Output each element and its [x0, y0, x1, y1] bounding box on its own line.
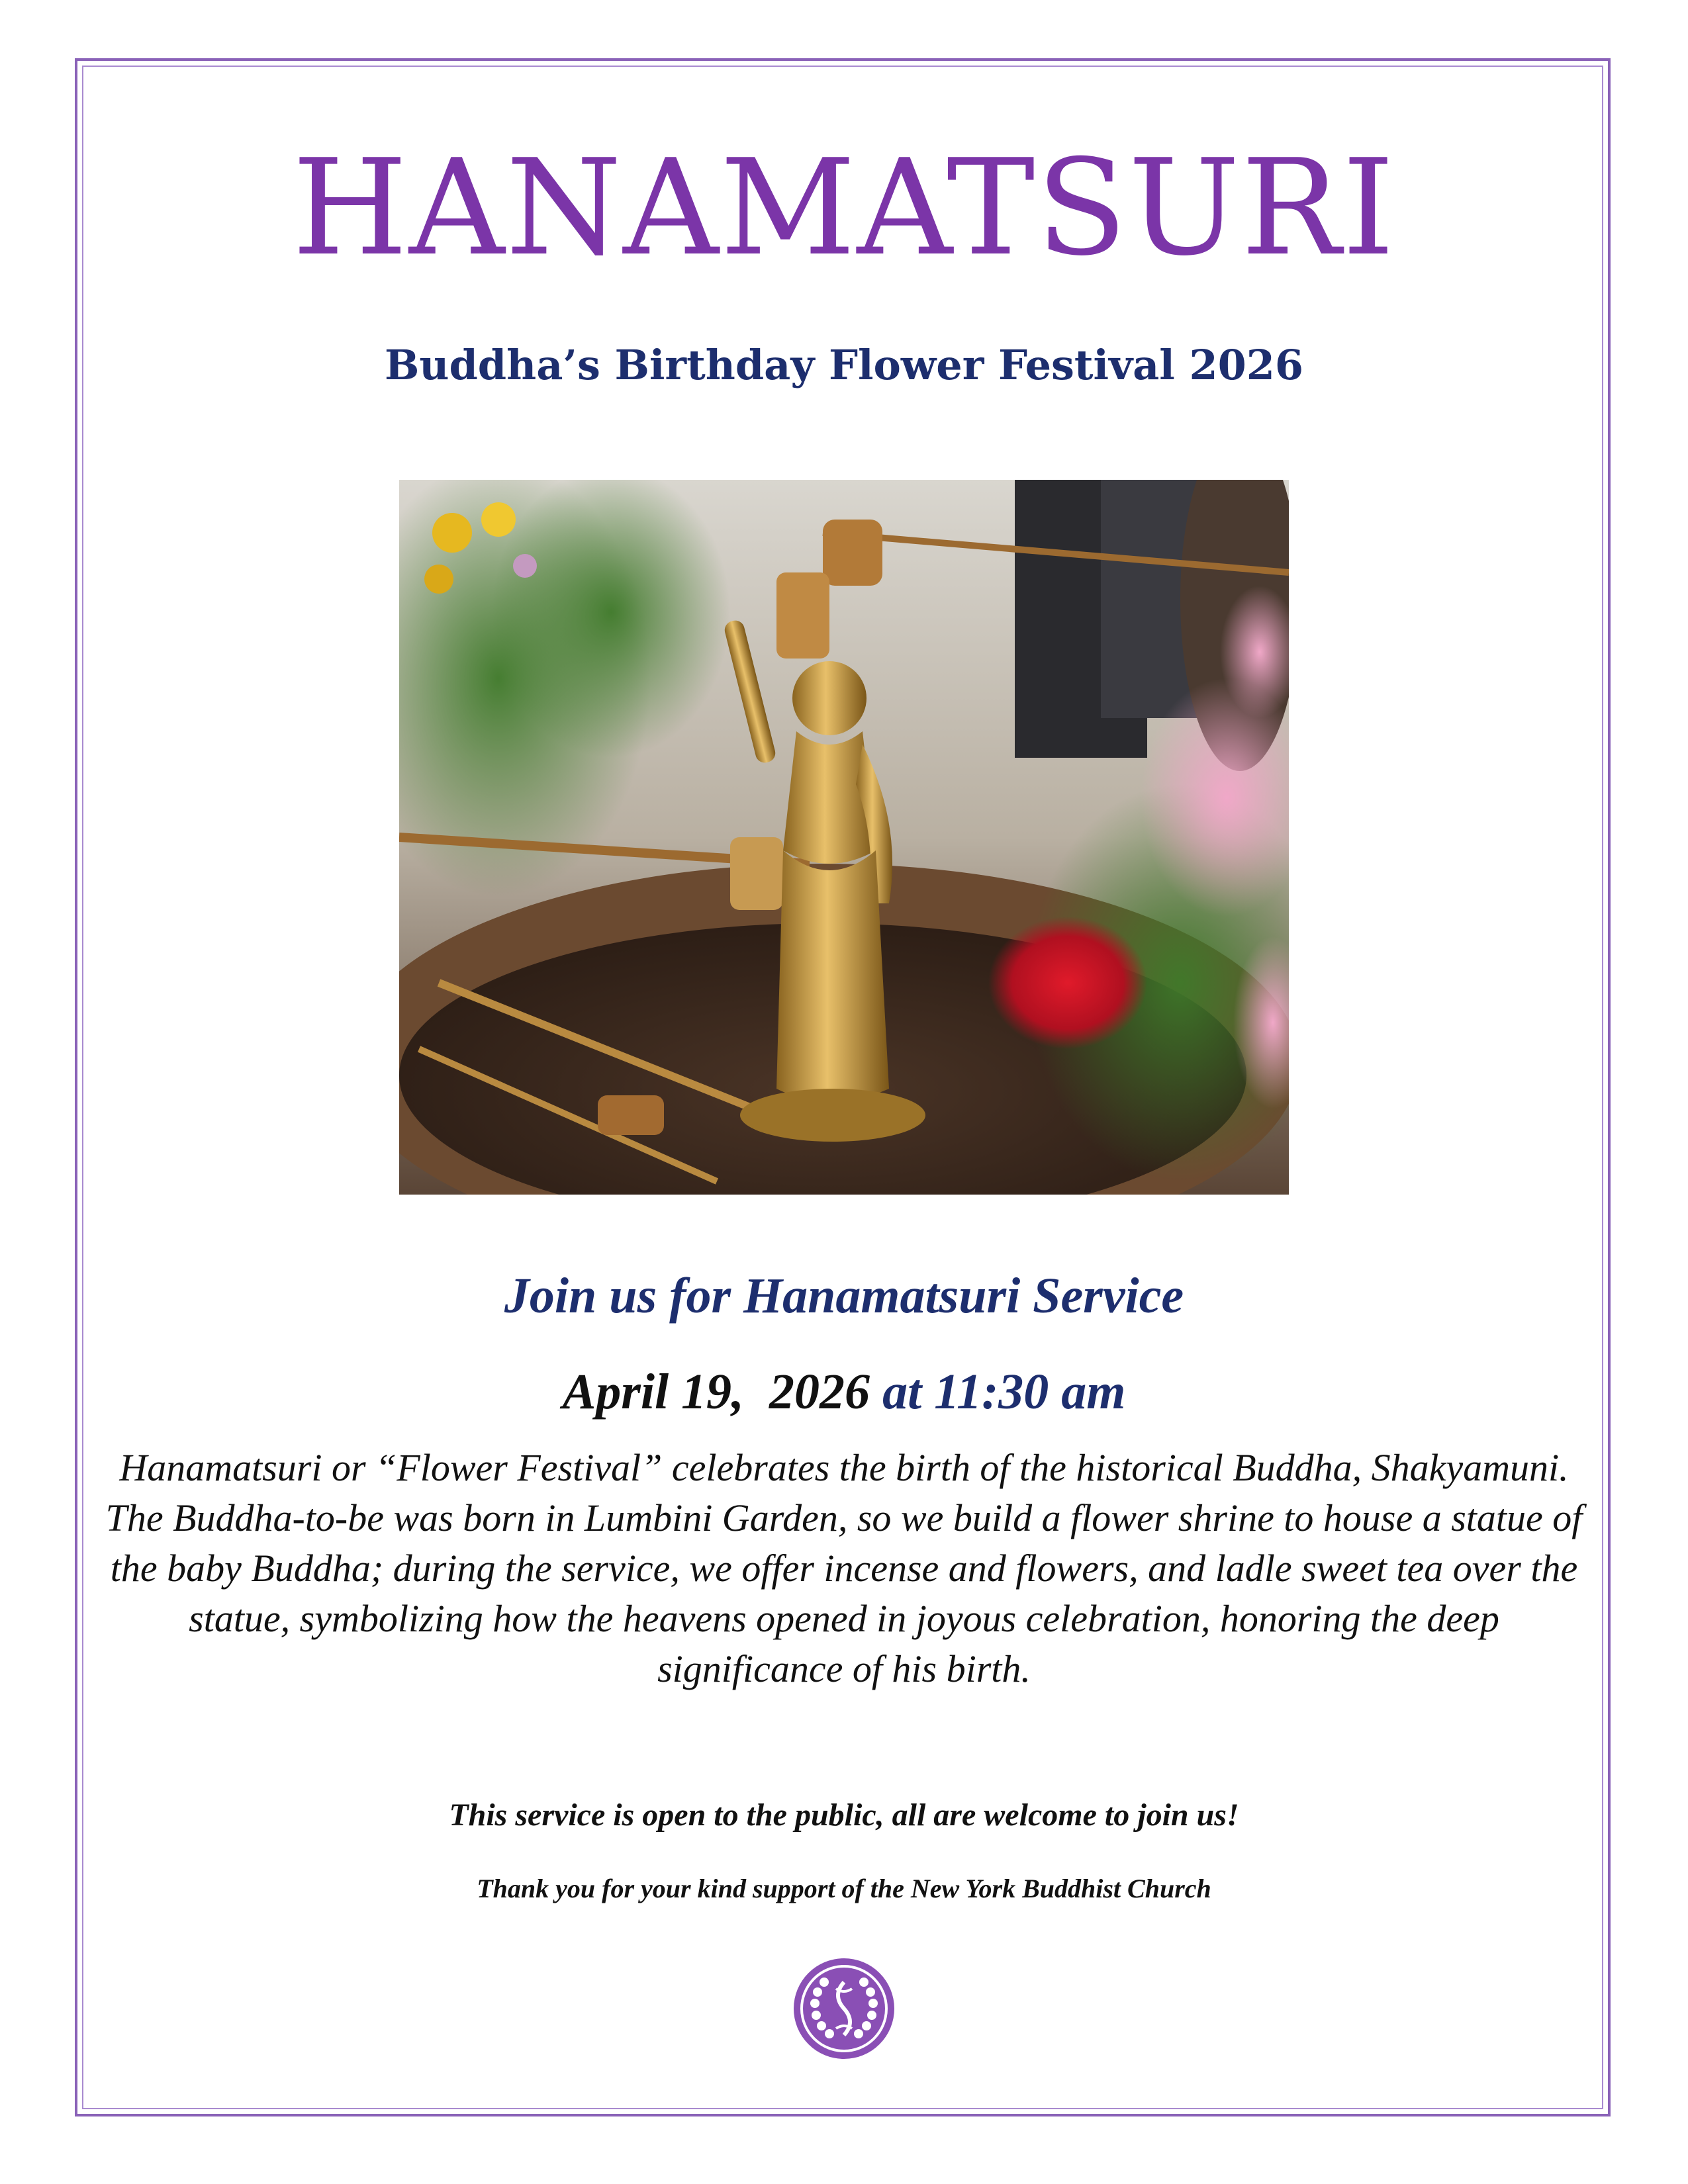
flyer-subtitle: Buddha’s Birthday Flower Festival 2026 — [384, 341, 1304, 389]
description-paragraph: Hanamatsuri or “Flower Festival” celebrates the birth of the historical Buddha, Shakyamuni. The Buddha-to-be was born in Lumbini Garden, so we build a flower shrine to house a statue of the baby Buddha; during the service, we offer incense and flowers, and ladle sweet tea over the statue, symbolizing how the heavens opened in joyous celebration, honoring the deep significance of his birth. — [105, 1446, 1583, 1690]
event-date: April 19, 2026 — [562, 1364, 870, 1420]
wisteria-crest-icon — [791, 1956, 897, 2062]
event-time: at 11:30 am — [870, 1364, 1126, 1420]
flyer-title: HANAMATSURI — [292, 131, 1396, 285]
thanks-note: Thank you for your kind support of the New York Buddhist Church — [477, 1874, 1211, 1903]
date-time-line — [0, 1363, 1688, 1421]
public-notice: This service is open to the public, all are welcome to join us! — [449, 1797, 1239, 1833]
join-heading: Join us for Hanamatsuri Service — [504, 1268, 1184, 1324]
baby-buddha-photo — [399, 480, 1289, 1195]
